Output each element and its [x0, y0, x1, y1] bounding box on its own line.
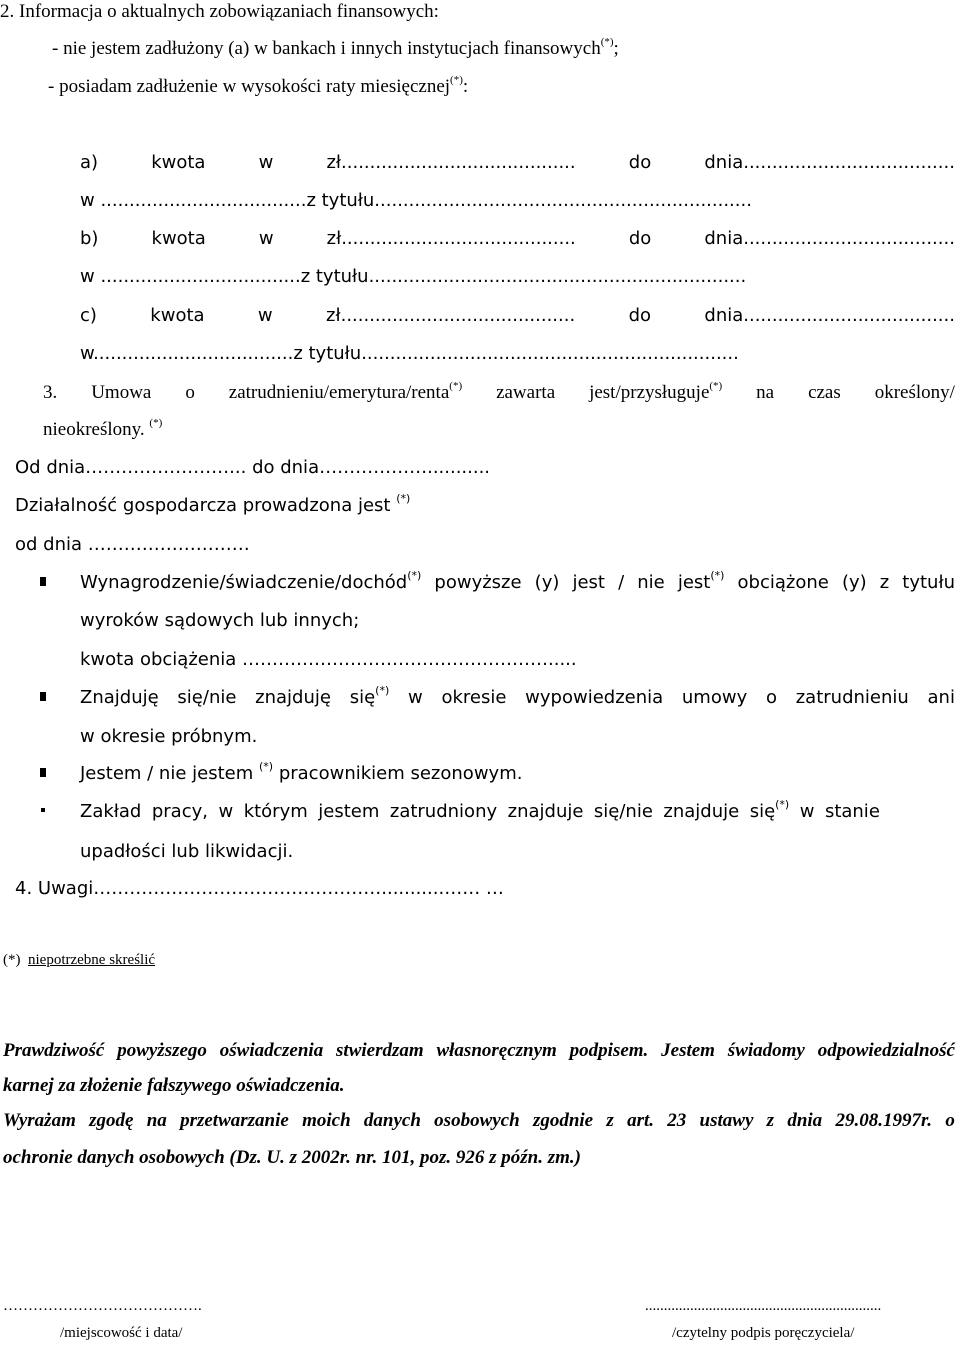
- debt-item-label: c): [80, 305, 97, 326]
- declaration-1-line-2: [3, 1074, 344, 1098]
- section-3-line-2: [43, 418, 162, 442]
- word-group: [229, 381, 462, 405]
- word-group: [880, 571, 889, 595]
- debt-item-dnia: dnia.....................................: [704, 152, 955, 173]
- word: (y): [534, 572, 560, 593]
- footnote-mark: (*): [710, 569, 725, 582]
- word: własnoręcznym: [436, 1040, 557, 1061]
- section-2-heading-text: 2. Informacja o aktualnych zobowiązaniach finansowych:: [0, 1, 439, 22]
- word: zgodnie: [532, 1110, 594, 1131]
- bullet-square: [40, 692, 46, 701]
- debt-item-rate: w ...................................: [80, 266, 301, 287]
- word: 23: [667, 1110, 687, 1131]
- option-no-debt-text: - nie jestem zadłużony (a) w bankach i innych instytucjach finansowych: [52, 38, 601, 59]
- word: znajduje: [507, 801, 584, 822]
- word: Prawdziwość: [3, 1040, 105, 1061]
- word-group: [945, 1109, 955, 1133]
- word: oświadczenia: [219, 1040, 324, 1061]
- word: jest/przysługuje: [589, 382, 710, 403]
- signature-label-text: /czytelny podpis poręczyciela/: [672, 1325, 855, 1341]
- word: (y): [841, 572, 867, 593]
- word: o: [945, 1110, 955, 1131]
- debt-item-details: [80, 189, 955, 213]
- word: zatrudniony: [389, 801, 498, 822]
- word-group: [434, 571, 521, 595]
- debt-item-kwota: kwota: [150, 305, 205, 326]
- word-group: [508, 800, 584, 824]
- footnote-mark: (*): [709, 380, 723, 392]
- bullet-4-line-1: [80, 800, 880, 824]
- word: ustawy: [699, 1110, 754, 1131]
- word-group: [220, 1039, 323, 1063]
- word-group: [700, 1109, 754, 1133]
- word-group: [606, 1109, 613, 1133]
- word-group: [350, 686, 390, 710]
- word: znajduję: [255, 687, 331, 708]
- debt-item-kwota: kwota: [151, 152, 206, 173]
- debt-item-label: b): [80, 228, 99, 249]
- word: ani: [927, 687, 955, 708]
- word: z: [879, 572, 890, 593]
- option-has-debt-text: - posiadam zadłużenie w wysokości raty miesięcznej: [48, 76, 451, 97]
- word-group: [177, 686, 236, 710]
- place-date-line: [3, 1294, 202, 1318]
- signature-label: [672, 1321, 854, 1345]
- section-2-heading: [0, 0, 439, 24]
- word: na: [756, 382, 775, 403]
- place-date-dots: ………………………………….: [3, 1298, 202, 1314]
- option-has-debt: [48, 75, 468, 99]
- word-group: [928, 686, 955, 710]
- debt-item-b: [80, 227, 955, 251]
- word: w: [407, 687, 423, 708]
- word-group: [572, 571, 605, 595]
- word-group: [533, 1109, 593, 1133]
- bullet-square: [40, 768, 46, 777]
- word-group: [728, 1039, 805, 1063]
- word: okresie: [441, 687, 507, 708]
- word-group: [390, 800, 497, 824]
- bullet-2-line-2-text: w okresie próbnym.: [80, 726, 258, 747]
- word-group: [441, 686, 506, 710]
- word-group: [825, 800, 880, 824]
- word-group: [627, 1109, 654, 1133]
- word: zatrudnieniu: [795, 687, 909, 708]
- word-group: [835, 1109, 932, 1133]
- word-group: [244, 800, 308, 824]
- word-group: [661, 1039, 715, 1063]
- bullet-3-text-b: pracownikiem sezonowym.: [278, 763, 523, 784]
- section-3-line-2-text: nieokreślony.: [43, 419, 145, 440]
- word-group: [787, 1109, 822, 1133]
- debt-item-kwota: kwota: [151, 228, 206, 249]
- word: w: [218, 801, 234, 822]
- word-group: [618, 571, 624, 595]
- debt-item-rate: w ....................................: [80, 190, 307, 211]
- word: się: [749, 801, 776, 822]
- debt-item-do: do: [628, 305, 652, 326]
- word-group: [80, 571, 421, 595]
- word: się: [349, 687, 376, 708]
- business-start-date-text: od dnia ………………………: [15, 534, 250, 555]
- word-group: [255, 686, 331, 710]
- footnote-mark: (*): [3, 952, 21, 968]
- word-group: [180, 1109, 289, 1133]
- declaration-1-line-1: [3, 1039, 955, 1063]
- place-date-label-text: /miejscowość i data/: [60, 1325, 183, 1341]
- place-date-label: [60, 1321, 182, 1345]
- debt-item-do: do: [628, 152, 652, 173]
- word: Umowa: [91, 382, 152, 403]
- word: umowy: [681, 687, 748, 708]
- word: art.: [627, 1110, 654, 1131]
- debt-item-details: [80, 342, 955, 366]
- word: jest: [572, 572, 605, 593]
- word: powyższego: [117, 1040, 207, 1061]
- footnote-mark: (*): [375, 684, 390, 697]
- word: jestem: [318, 801, 380, 822]
- footnote-mark: (*): [396, 492, 411, 505]
- word-group: [91, 381, 151, 405]
- word-group: [43, 381, 57, 405]
- word: osobowych: [434, 1110, 520, 1131]
- footnote-mark: (*): [449, 380, 463, 392]
- word-group: [767, 1109, 774, 1133]
- bullet-2-line-1: [80, 686, 955, 710]
- section-4-remarks-text: 4. Uwagi…………………………………………...........…… …: [15, 878, 504, 899]
- declaration-1-line-2-text: karnej za złożenie fałszywego oświadczenia.: [3, 1075, 345, 1096]
- section-3-line-1: [43, 381, 955, 405]
- word: jest: [677, 572, 711, 593]
- business-activity-text: Działalność gospodarcza prowadzona jest: [15, 495, 391, 516]
- word-group: [525, 686, 663, 710]
- word: świadomy: [727, 1040, 805, 1061]
- word: w: [799, 801, 815, 822]
- debt-item-w: w: [258, 228, 274, 249]
- footnote-mark: (*): [600, 36, 614, 48]
- employment-dates-text: Od dnia……………………... do dnia………………...........: [15, 457, 491, 478]
- word-group: [678, 571, 725, 595]
- debt-item-title: z tytułu..................................................................: [300, 266, 747, 287]
- word-group: [434, 1109, 520, 1133]
- word: powyższe: [434, 572, 522, 593]
- word-group: [302, 1109, 351, 1133]
- word: Wynagrodzenie/świadczenie/dochód: [80, 572, 408, 593]
- word-group: [89, 1109, 133, 1133]
- word: tytułu: [902, 572, 955, 593]
- declaration-2-line-2-text: ochronie danych osobowych (Dz. U. z 2002r. nr. 101, poz. 926 z późn. zm.): [3, 1147, 581, 1168]
- footnote-text: niepotrzebne skreślić: [28, 952, 156, 968]
- bullet-1-line-3-text: kwota obciążenia …………………………………………….....: [80, 649, 577, 670]
- debt-item-zl: zł.........................................: [326, 228, 576, 249]
- word: zawarta: [496, 382, 556, 403]
- word-group: [152, 800, 208, 824]
- word: stwierdzam: [336, 1040, 424, 1061]
- word-group: [766, 686, 777, 710]
- bullet-4-line-2: [80, 840, 293, 864]
- word: dnia: [787, 1110, 823, 1131]
- debt-item-title: z tytułu..................................................................: [293, 343, 739, 364]
- debt-item-do: do: [628, 228, 652, 249]
- bullet-3-text-a: Jestem / nie jestem: [80, 763, 254, 784]
- footnote: [3, 948, 155, 972]
- word-group: [117, 1039, 207, 1063]
- debt-item-title: z tytułu..................................................................: [306, 190, 752, 211]
- debt-item-dnia: dnia.....................................: [704, 305, 955, 326]
- debt-item-zl: zł.........................................: [326, 305, 576, 326]
- word: Jestem: [661, 1040, 715, 1061]
- word: stanie: [824, 801, 880, 822]
- word: z: [606, 1110, 614, 1131]
- word-group: [496, 381, 555, 405]
- business-start-date: [15, 533, 250, 557]
- bullet-2-line-2: [80, 725, 257, 749]
- word: na: [146, 1110, 167, 1131]
- word: danych: [363, 1110, 421, 1131]
- word: moich: [302, 1110, 351, 1131]
- word: obciążone: [737, 572, 829, 593]
- word: Zakład: [80, 801, 142, 822]
- option-no-debt: [52, 37, 619, 61]
- word-group: [364, 1109, 421, 1133]
- word-group: [682, 686, 747, 710]
- word: z: [766, 1110, 775, 1131]
- word-group: [436, 1039, 556, 1063]
- word: pracy,: [151, 801, 208, 822]
- footnote-mark: (*): [149, 417, 163, 429]
- word-group: [667, 1109, 686, 1133]
- word: zgodę: [89, 1110, 134, 1131]
- word-group: [570, 1039, 649, 1063]
- employment-dates: [15, 456, 490, 480]
- word: 3.: [43, 382, 58, 403]
- word-group: [756, 381, 774, 405]
- debt-item-a: [80, 151, 955, 175]
- word: wypowiedzenia: [525, 687, 664, 708]
- word: określony/: [874, 382, 955, 403]
- declaration-2-line-2: [3, 1146, 581, 1170]
- word-group: [594, 800, 653, 824]
- word: podpisem.: [569, 1040, 649, 1061]
- signature-dots: ...............................................................: [645, 1298, 882, 1314]
- debt-item-dnia: dnia.....................................: [704, 228, 955, 249]
- word-group: [535, 571, 560, 595]
- bullet-1-line-2: [80, 609, 359, 633]
- word-group: [218, 800, 233, 824]
- word-group: [796, 686, 909, 710]
- word-group: [800, 800, 815, 824]
- word-group: [318, 800, 379, 824]
- business-activity: [15, 494, 410, 518]
- word: się/nie: [177, 687, 237, 708]
- signature-line: [645, 1294, 881, 1318]
- word: o: [185, 382, 195, 403]
- debt-item-label: a): [80, 152, 99, 173]
- word-group: [80, 686, 159, 710]
- word: którym: [243, 801, 308, 822]
- word-group: [875, 381, 955, 405]
- word-group: [842, 571, 867, 595]
- word-group: [336, 1039, 424, 1063]
- word-group: [589, 381, 722, 405]
- word-group: [637, 571, 664, 595]
- bullet-square: [40, 577, 46, 586]
- word-group: [738, 571, 829, 595]
- debt-item-c: [80, 304, 955, 328]
- word: czas: [808, 382, 841, 403]
- punct: ;: [613, 38, 619, 59]
- word-group: [147, 1109, 167, 1133]
- word-group: [663, 800, 739, 824]
- bullet-3-line-1: [80, 762, 522, 786]
- word: zatrudnieniu/emerytura/renta: [228, 382, 450, 403]
- bullet-1-line-2-text: wyroków sądowych lub innych;: [80, 610, 360, 631]
- debt-item-zl: zł.........................................: [326, 152, 576, 173]
- word-group: [3, 1109, 76, 1133]
- word: Wyrażam: [3, 1110, 76, 1131]
- word: /: [618, 572, 625, 593]
- debt-item-details: [80, 265, 955, 289]
- footnote-mark: (*): [450, 74, 463, 86]
- word-group: [808, 381, 841, 405]
- word-group: [408, 686, 423, 710]
- word: Znajduję: [80, 687, 159, 708]
- word-group: [902, 571, 955, 595]
- bullet-dot: [41, 808, 45, 812]
- word: znajduje: [663, 801, 740, 822]
- bullet-4-line-2-text: upadłości lub likwidacji.: [80, 841, 294, 862]
- footnote-mark: (*): [259, 760, 274, 773]
- word: 29.08.1997r.: [835, 1110, 933, 1131]
- debt-item-w: w: [258, 152, 274, 173]
- word-group: [750, 800, 790, 824]
- footnote-mark: (*): [775, 798, 790, 811]
- word: się/nie: [593, 801, 653, 822]
- word: nie: [637, 572, 665, 593]
- debt-item-w: w: [257, 305, 273, 326]
- word-group: [185, 381, 195, 405]
- word-group: [80, 800, 141, 824]
- footnote-mark: (*): [407, 569, 422, 582]
- debt-item-rate: w...................................: [80, 343, 294, 364]
- bullet-1-line-1: [80, 571, 955, 595]
- word: przetwarzanie: [180, 1110, 289, 1131]
- word-group: [818, 1039, 955, 1063]
- declaration-2-line-1: [3, 1109, 955, 1133]
- word-group: [3, 1039, 104, 1063]
- bullet-1-line-3: [80, 648, 577, 672]
- word: odpowiedzialność: [817, 1040, 955, 1061]
- punct: :: [462, 76, 469, 97]
- section-4-remarks: [15, 877, 504, 901]
- word: o: [765, 687, 777, 708]
